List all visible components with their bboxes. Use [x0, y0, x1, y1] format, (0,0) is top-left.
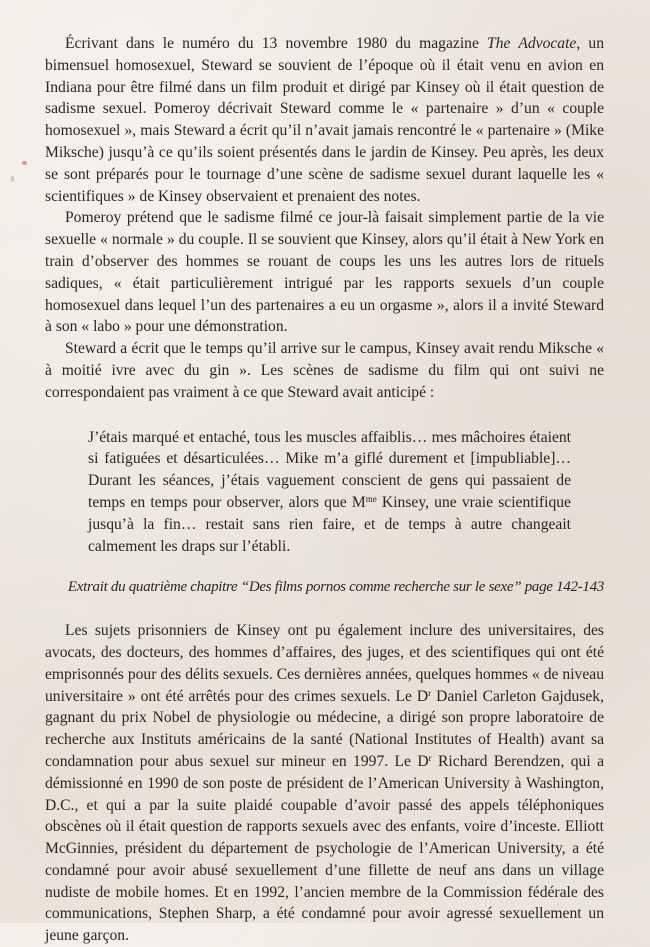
quote-text: Kinsey, une vraie scientifique jusqu’à la fin… restait sans rien faire, et de temps à autre changeait calmement les draps sur l’établi. — [88, 493, 571, 555]
quote-text: J’étais marqué et entaché, tous les muscles affaiblis… mes mâchoires étaient si fatiguées et désarticulées… Mike m’a giflé durement et [impubliable]… Durant les séances, j’étais vaguement conscient de gens qui passaient de temps en temps pour observer, alors que M — [88, 428, 571, 511]
source-citation: Extrait du quatrième chapitre “Des films pornos comme recherche sur le sexe” page 142-143 — [67, 579, 604, 596]
paper-stain-mark — [11, 176, 14, 182]
magazine-title: The Advocate — [487, 35, 577, 52]
block-quote — [88, 427, 571, 558]
paragraph-text: Les sujets prisonniers de Kinsey ont pu également inclure des universitaires, des avocats, des docteurs, des hommes d’affaires, des juges, et des scientifiques qui ont été emprisonnés pour des délits sexuels. Ces dernières années, quelques hommes « de niveau universitaire » ont été arrêtés pour des crimes sexuels. Le D — [45, 622, 604, 705]
paragraph-text: Richard Berendzen, qui a démissionné en 1990 de son poste de président de l’American University à Washington, D.C., et qui a par la suite plaidé coupable d’avoir passé des appels téléphoniques obscènes où il était question de rapports sexuels avec des enfants, voire d’inceste. Elliott McGinnies, président du département de psychologie de l’American University, a été condamné pour avoir abusé sexuellement d’une fillette de neuf ans dans un village nudiste de mobile homes. Et en 1992, l’ancien membre de la Commission fédérale des communications, Stephen Sharp, a été condamné pour avoir agressé sexuellement un jeune garçon. — [45, 752, 604, 945]
paragraph-steward: Steward a écrit que le temps qu’il arrive sur le campus, Kinsey avait rendu Miksche « à moitié ivre avec du gin ». Les scènes de sadisme du film qui ont suivi ne correspondaient pas vraiment à ce que Steward avait anticipé : — [45, 340, 604, 401]
paragraph-advocate — [45, 33, 604, 207]
paragraph-prisoners — [45, 620, 604, 947]
paragraph-text: Écrivant dans le numéro du 13 novembre 1980 du magazine — [65, 35, 488, 52]
document-page — [45, 33, 604, 947]
paper-stain-mark — [22, 161, 27, 165]
doctor-superscript: r — [428, 687, 432, 698]
paragraph-text: , un bimensuel homosexuel, Steward se souvient de l’époque où il était venu en avion en Indiana pour être filmé dans un film produit et dirigé par Kinsey où il était question de sadisme sexuel. Pomeroy décrivait Steward comme le « partenaire » d’un « couple homosexuel », mais Steward a écrit qu’il n’avait jamais rencontré le « partenaire » (Mike Miksche) jusqu’à ce qu’ils soient présentés dans le jardin de Kinsey. Peu après, les deux se sont préparés pour le tournage d’une scène de sadisme sexuel durant laquelle les « scientifiques » de Kinsey observaient et prenaient des notes. — [45, 35, 605, 205]
paragraph-pomeroy: Pomeroy prétend que le sadisme filmé ce jour-là faisait simplement partie de la vie sexuelle « normale » du couple. Il se souvient que Kinsey, alors qu’il était à New York en train d’observer des hommes se rouant de coups les uns les autres lors de rituels sadiques, « était particulièrement intrigué par les rapports sexuels d’un couple homosexuel dans lequel l’un des partenaires a eu un orgasme », alors il a invité Steward à son « labo » pour une démonstration. — [45, 209, 604, 336]
doctor-superscript: r — [428, 752, 432, 763]
quote-superscript: me — [365, 493, 377, 504]
paragraph-text: Daniel Carleton Gajdusek, gagnant du prix Nobel de physiologie ou médecine, a dirigé son propre laboratoire de recherche aux Instituts américains de la santé (National Institutes of Health) avant sa condamnation pour abus sexuel sur mineur en 1997. Le D — [45, 687, 605, 770]
